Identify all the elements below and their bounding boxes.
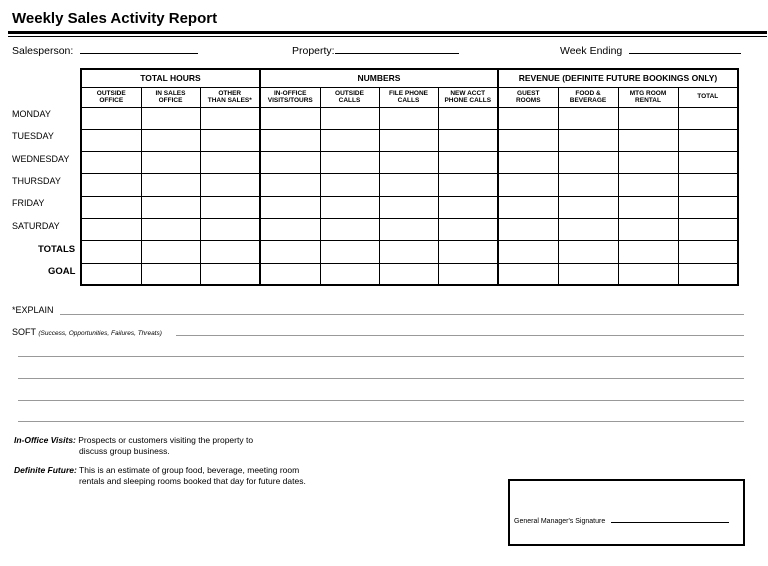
column-header-line: VISITS/TOURS [267,97,313,104]
definition-text-future-1: This is an estimate of group food, beverage, meeting room [79,465,300,475]
week-ending-input-line[interactable] [629,44,741,54]
column-header [320,87,379,107]
column-header-line: NEW ACCT [450,89,486,97]
column-header-line: FOOD & [575,89,601,97]
entry-cell[interactable] [618,196,678,218]
column-header [618,87,678,107]
column-header [81,87,141,107]
entry-cell[interactable] [558,263,618,285]
day-label: MONDAY [12,109,51,119]
entry-cell[interactable] [141,129,200,151]
property-input-line[interactable] [335,44,459,54]
entry-cell[interactable] [678,129,738,151]
entry-cell[interactable] [618,107,678,129]
soft-field [12,327,162,337]
entry-cell[interactable] [678,174,738,196]
definition-text-future-2: rentals and sleeping rooms booked that day for future dates. [79,476,306,486]
entry-cell[interactable] [141,241,200,263]
column-header-row [81,87,738,107]
entry-cell[interactable] [678,218,738,240]
entry-cell[interactable] [200,129,260,151]
title-divider-thin [8,36,767,37]
entry-cell[interactable] [200,107,260,129]
entry-cell[interactable] [379,218,438,240]
day-label: TUESDAY [12,131,54,142]
entry-cell[interactable] [141,107,200,129]
entry-cell[interactable] [558,196,618,218]
column-header-line: RENTAL [635,97,661,104]
entry-cell[interactable] [320,152,379,174]
day-row [81,129,738,151]
entry-cell[interactable] [438,218,498,240]
soft-line-1[interactable] [176,335,744,336]
column-header-line: THAN SALES* [207,97,252,104]
entry-cell[interactable] [320,129,379,151]
entry-cell[interactable] [558,218,618,240]
column-header-line: OFFICE [158,97,183,104]
entry-cell[interactable] [438,174,498,196]
entry-cell[interactable] [320,107,379,129]
entry-cell[interactable] [141,218,200,240]
column-header-line: TOTAL [697,93,719,101]
entry-cell[interactable] [558,241,618,263]
soft-line-2[interactable] [18,356,744,357]
week-ending-label: Week Ending [560,45,623,57]
entry-cell[interactable] [320,196,379,218]
entry-cell[interactable] [618,174,678,196]
entry-cell[interactable] [260,241,320,263]
entry-cell[interactable] [379,174,438,196]
entry-cell[interactable] [558,152,618,174]
totals-row [81,241,738,263]
entry-cell[interactable] [81,129,141,151]
signature-line[interactable] [611,515,729,523]
entry-cell[interactable] [260,174,320,196]
signature-field [514,515,729,525]
entry-cell[interactable] [498,241,558,263]
entry-cell[interactable] [438,152,498,174]
entry-cell[interactable] [260,263,320,285]
entry-cell[interactable] [200,152,260,174]
explain-line[interactable] [60,314,744,315]
day-rows [81,107,738,285]
entry-cell[interactable] [200,174,260,196]
explain-label: *EXPLAIN [12,305,54,315]
day-label: WEDNESDAY [12,153,70,164]
definition-text-visits-2: discuss group business. [79,446,170,456]
week-ending-field [560,44,741,57]
entry-cell[interactable] [678,241,738,263]
day-label: THURSDAY [12,175,61,186]
entry-cell[interactable] [498,152,558,174]
group-total-hours: TOTAL HOURS [81,69,260,87]
entry-cell[interactable] [81,263,141,285]
salesperson-field [12,44,198,57]
entry-cell[interactable] [379,152,438,174]
entry-cell[interactable] [618,241,678,263]
definition-definite-future [14,465,306,487]
entry-cell[interactable] [81,174,141,196]
column-header-line: CALLS [338,97,361,104]
day-row [81,218,738,240]
entry-cell[interactable] [438,107,498,129]
column-header-line: ROOMS [515,97,541,104]
entry-cell[interactable] [320,263,379,285]
soft-note: (Success, Opportunities, Failures, Threats) [38,330,162,337]
entry-cell[interactable] [438,129,498,151]
column-header [498,87,558,107]
entry-cell[interactable] [379,263,438,285]
entry-cell[interactable] [558,107,618,129]
property-field [292,44,459,57]
column-header-line: OUTSIDE [335,89,364,97]
entry-cell[interactable] [260,152,320,174]
column-header-line: GUEST [517,89,540,97]
entry-cell[interactable] [618,129,678,151]
title-divider [8,31,767,34]
column-header-line: MTG ROOM [629,89,667,97]
entry-cell[interactable] [81,107,141,129]
column-header-line: PHONE CALLS [444,97,492,104]
entry-cell[interactable] [260,218,320,240]
day-row [81,107,738,129]
column-header [558,87,618,107]
column-header [260,87,320,107]
entry-cell[interactable] [200,218,260,240]
definition-text-visits-1: Prospects or customers visiting the property to [78,435,254,445]
column-header [200,87,260,107]
entry-cell[interactable] [498,107,558,129]
column-header-line: IN-OFFICE [274,89,307,97]
group-numbers: NUMBERS [260,69,498,87]
column-header-line: CALLS [397,97,420,104]
entry-cell[interactable] [379,129,438,151]
entry-cell[interactable] [200,263,260,285]
entry-cell[interactable] [498,196,558,218]
entry-cell[interactable] [141,174,200,196]
entry-cell[interactable] [438,241,498,263]
column-header [678,87,738,107]
entry-cell[interactable] [618,218,678,240]
activity-grid [80,68,739,286]
entry-cell[interactable] [81,218,141,240]
column-header [141,87,200,107]
column-header-line: OUTSIDE [96,89,126,97]
entry-cell[interactable] [260,107,320,129]
column-header-line: OFFICE [99,97,124,104]
entry-cell[interactable] [438,263,498,285]
salesperson-input-line[interactable] [80,44,198,54]
goal-label: GOAL [48,266,76,278]
entry-cell[interactable] [379,241,438,263]
entry-cell[interactable] [558,129,618,151]
soft-line-5[interactable] [18,421,744,422]
column-header-line: OTHER [218,89,242,97]
column-header [379,87,438,107]
entry-cell[interactable] [379,196,438,218]
day-row [81,196,738,218]
entry-cell[interactable] [141,152,200,174]
entry-cell[interactable] [260,196,320,218]
signature-label: General Manager's Signature [514,518,606,525]
column-header-line: BEVERAGE [569,97,607,104]
entry-cell[interactable] [320,218,379,240]
entry-cell[interactable] [200,241,260,263]
entry-cell[interactable] [618,152,678,174]
entry-cell[interactable] [81,152,141,174]
day-row [81,174,738,196]
entry-cell[interactable] [618,263,678,285]
entry-cell[interactable] [320,174,379,196]
entry-cell[interactable] [498,129,558,151]
entry-cell[interactable] [260,129,320,151]
totals-label: TOTALS [38,243,76,255]
report-title: Weekly Sales Activity Report [12,10,218,27]
goal-row [81,263,738,285]
day-label: SATURDAY [12,220,60,231]
entry-cell[interactable] [379,107,438,129]
entry-cell[interactable] [438,196,498,218]
soft-line-4[interactable] [18,400,744,401]
column-header-line: FILE PHONE [388,89,428,97]
signature-box [508,479,745,546]
entry-cell[interactable] [320,241,379,263]
entry-cell[interactable] [200,196,260,218]
entry-cell[interactable] [678,152,738,174]
property-label: Property: [292,45,335,57]
definition-term-future: Definite Future: [14,465,77,475]
entry-cell[interactable] [678,107,738,129]
entry-cell[interactable] [558,174,618,196]
entry-cell[interactable] [498,263,558,285]
entry-cell[interactable] [498,218,558,240]
soft-line-3[interactable] [18,378,744,379]
column-header [438,87,498,107]
day-label: FRIDAY [12,198,45,209]
group-revenue: REVENUE (DEFINITE FUTURE BOOKINGS ONLY) [498,69,738,87]
definition-in-office-visits [14,435,253,457]
entry-cell[interactable] [678,263,738,285]
entry-cell[interactable] [81,241,141,263]
column-header-line: IN SALES [155,89,186,97]
entry-cell[interactable] [498,174,558,196]
entry-cell[interactable] [141,196,200,218]
entry-cell[interactable] [678,196,738,218]
entry-cell[interactable] [141,263,200,285]
soft-label: SOFT [12,327,36,337]
entry-cell[interactable] [81,196,141,218]
definition-term-visits: In-Office Visits: [14,435,76,445]
salesperson-label: Salesperson: [12,45,74,57]
day-row [81,152,738,174]
